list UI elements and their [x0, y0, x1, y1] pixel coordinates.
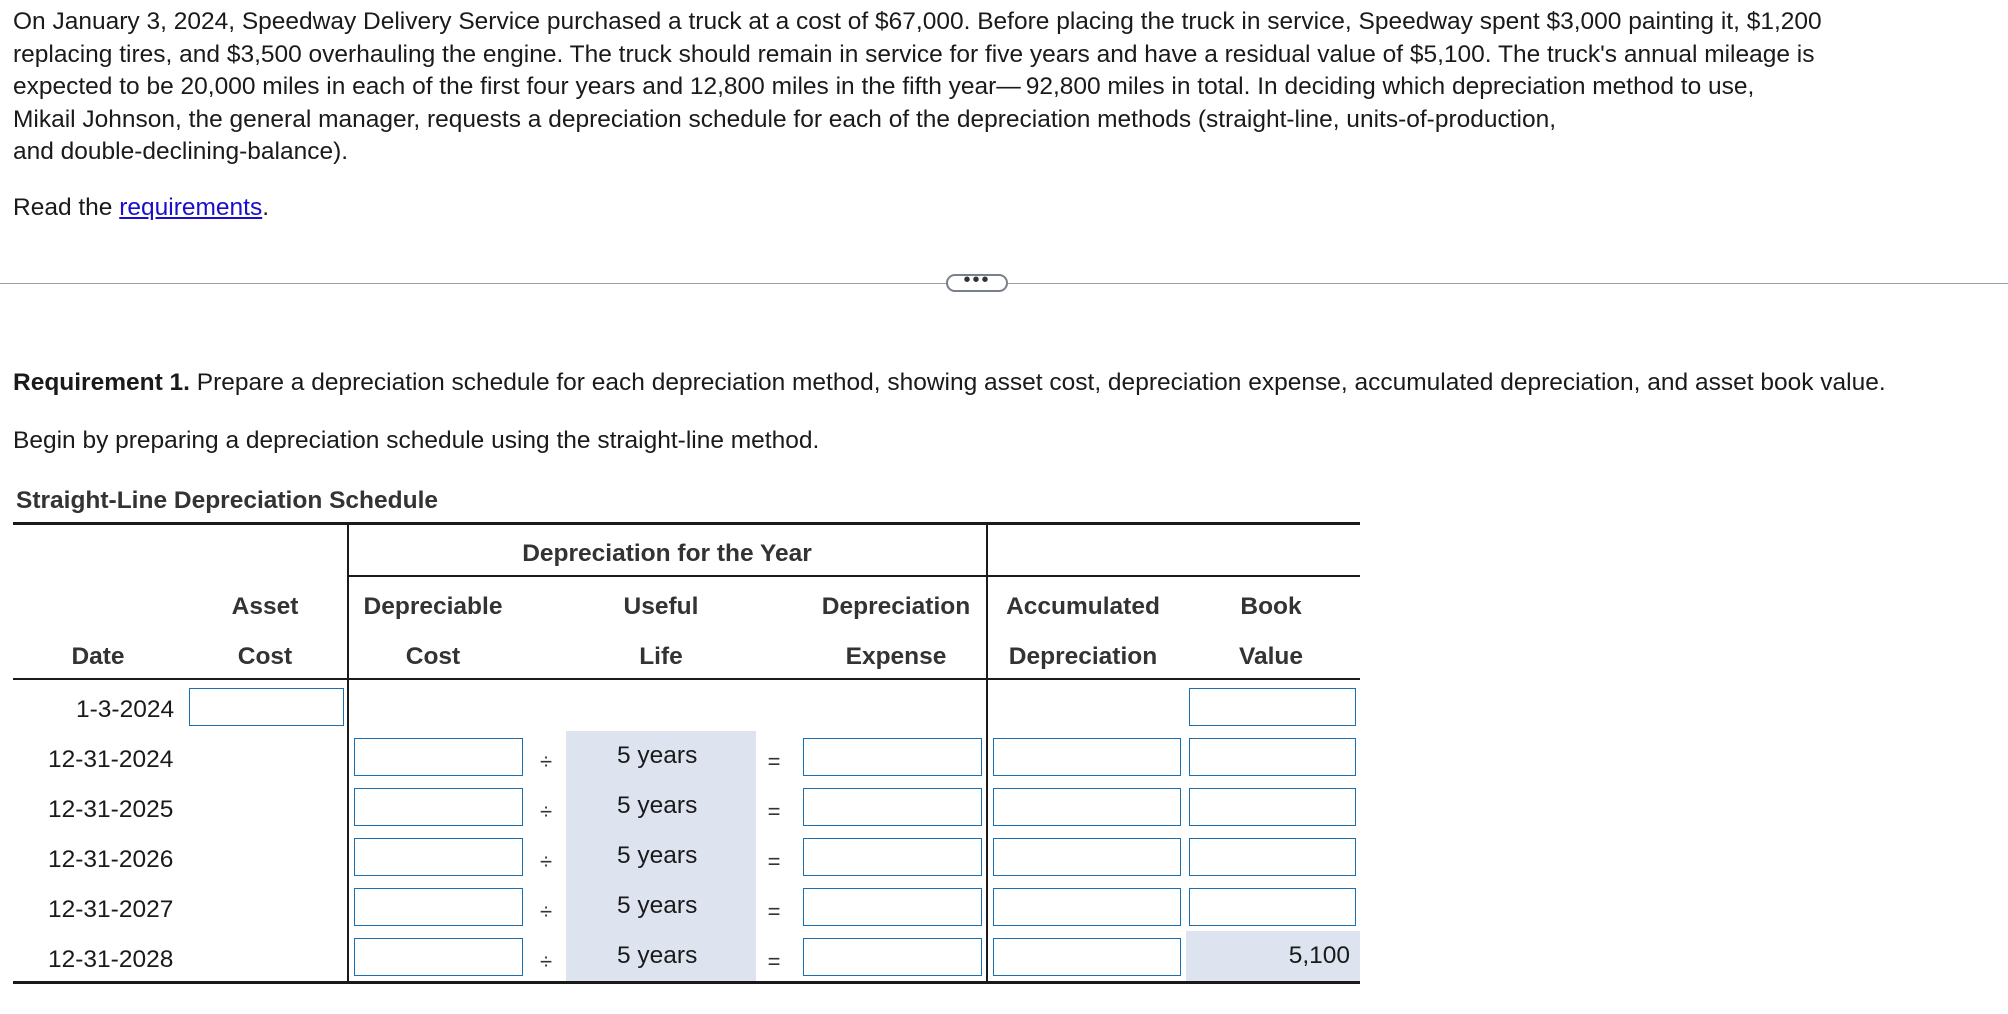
useful-life-value: 5 years	[617, 842, 698, 869]
read-requirements-line	[13, 192, 269, 224]
table-divider	[347, 522, 349, 984]
equals-symbol: =	[767, 899, 781, 924]
header-depreciable-cost: Depreciable	[363, 593, 503, 620]
requirement-1	[13, 367, 1886, 399]
header-bottom-rule	[13, 678, 1360, 680]
read-prefix: Read the	[13, 194, 120, 221]
useful-life-value: 5 years	[617, 792, 698, 819]
problem-statement	[13, 6, 1973, 169]
useful-life-value: 5 years	[617, 892, 698, 919]
row-date: 12-31-2024	[48, 746, 174, 773]
expand-more-button[interactable]: •••	[946, 274, 1008, 292]
header-book-value: Value	[1238, 643, 1303, 670]
book-value-input[interactable]	[1189, 688, 1356, 726]
group-header: Depreciation for the Year	[522, 540, 812, 567]
depreciable-cost-input[interactable]	[354, 738, 523, 776]
header-useful-life: Useful	[623, 593, 699, 620]
depreciable-cost-input[interactable]	[354, 938, 523, 976]
book-value-input[interactable]	[1189, 838, 1356, 876]
divide-symbol: ÷	[539, 899, 553, 924]
depreciation-schedule-table	[13, 522, 1360, 986]
accumulated-depreciation-input[interactable]	[993, 838, 1181, 876]
problem-line: Mikail Johnson, the general manager, requests a depreciation schedule for each of the depreciation methods (straight-line, units-of-production,	[13, 105, 1557, 133]
depreciable-cost-input[interactable]	[354, 788, 523, 826]
header-accumulated-depreciation: Accumulated	[1006, 593, 1160, 620]
table-bottom-rule	[13, 981, 1360, 984]
accumulated-depreciation-input[interactable]	[993, 738, 1181, 776]
header-accumulated-depreciation: Depreciation	[1008, 643, 1158, 670]
accumulated-depreciation-input[interactable]	[993, 788, 1181, 826]
accumulated-depreciation-input[interactable]	[993, 938, 1181, 976]
requirement-label: Requirement 1.	[13, 369, 190, 396]
final-book-value: 5,100	[1288, 942, 1350, 969]
divide-symbol: ÷	[539, 799, 553, 824]
header-depreciation-expense: Depreciation	[821, 593, 971, 620]
depreciation-expense-input[interactable]	[803, 738, 982, 776]
problem-line: and double-declining-balance).	[13, 138, 349, 165]
useful-life-value: 5 years	[617, 942, 698, 969]
group-header-rule	[348, 575, 1360, 577]
table-title: Straight-Line Depreciation Schedule	[16, 487, 439, 514]
row-date: 1-3-2024	[76, 696, 175, 723]
depreciation-expense-input[interactable]	[803, 938, 982, 976]
header-asset-cost: Asset	[231, 593, 299, 620]
table-divider	[986, 522, 988, 984]
depreciation-expense-input[interactable]	[803, 888, 982, 926]
book-value-input[interactable]	[1189, 788, 1356, 826]
asset-cost-input[interactable]	[189, 688, 344, 726]
equals-symbol: =	[767, 849, 781, 874]
depreciable-cost-input[interactable]	[354, 838, 523, 876]
depreciable-cost-input[interactable]	[354, 888, 523, 926]
useful-life-value: 5 years	[617, 742, 698, 769]
depreciation-expense-input[interactable]	[803, 838, 982, 876]
header-asset-cost: Cost	[237, 643, 293, 670]
accumulated-depreciation-input[interactable]	[993, 888, 1181, 926]
equals-symbol: =	[767, 749, 781, 774]
depreciation-expense-input[interactable]	[803, 788, 982, 826]
header-depreciable-cost: Cost	[405, 643, 461, 670]
equals-symbol: =	[767, 799, 781, 824]
header-depreciation-expense: Expense	[845, 643, 947, 670]
row-date: 12-31-2027	[48, 896, 174, 923]
problem-line: replacing tires, and $3,500 overhauling the engine. The truck should remain in service for five years and have a residual value of $5,100. The truck's annual mileage is	[13, 40, 1815, 68]
requirement-text: Prepare a depreciation schedule for each depreciation method, showing asset cost, depreciation expense, accumulated depreciation, and asset book value.	[190, 369, 1886, 396]
requirements-link[interactable]: requirements	[119, 194, 263, 221]
book-value-input[interactable]	[1189, 888, 1356, 926]
row-date: 12-31-2026	[48, 846, 174, 873]
table-top-rule	[13, 522, 1360, 525]
header-book-value: Book	[1240, 593, 1302, 620]
equals-symbol: =	[767, 949, 781, 974]
book-value-input[interactable]	[1189, 738, 1356, 776]
divide-symbol: ÷	[539, 849, 553, 874]
read-suffix: .	[262, 194, 270, 221]
header-date: Date	[71, 643, 125, 670]
problem-line: expected to be 20,000 miles in each of the first four years and 12,800 miles in the fifth year— 92,800 miles in total. In deciding which depreciation method to use,	[13, 73, 1755, 100]
instruction-text: Begin by preparing a depreciation schedule using the straight-line method.	[13, 427, 820, 454]
divide-symbol: ÷	[539, 749, 553, 774]
row-date: 12-31-2025	[48, 796, 174, 823]
row-date: 12-31-2028	[48, 946, 174, 973]
divide-symbol: ÷	[539, 949, 553, 974]
header-useful-life: Life	[639, 643, 683, 670]
problem-line: On January 3, 2024, Speedway Delivery Service purchased a truck at a cost of $67,000. Before placing the truck in service, Speedway spent $3,000 painting it, $1,200	[13, 8, 1822, 35]
